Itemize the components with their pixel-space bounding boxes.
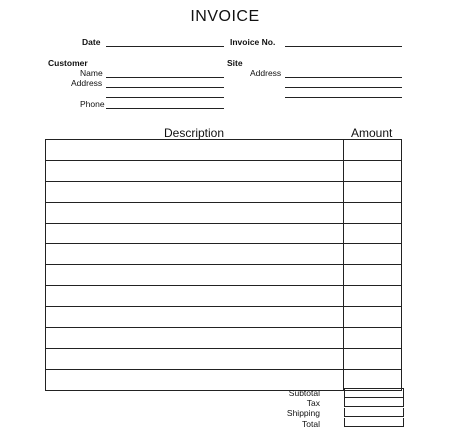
description-cell[interactable]: [46, 244, 344, 265]
table-row: [46, 223, 402, 244]
table-row: [46, 286, 402, 307]
table-row: [46, 181, 402, 202]
table-row: [46, 307, 402, 328]
amount-cell[interactable]: [344, 348, 402, 369]
site-address-label: Address: [250, 68, 282, 78]
amount-cell[interactable]: [344, 140, 402, 161]
address-field-2[interactable]: [106, 97, 224, 98]
description-cell[interactable]: [46, 328, 344, 349]
items-table: [45, 139, 402, 391]
amount-cell[interactable]: [344, 244, 402, 265]
description-cell[interactable]: [46, 181, 344, 202]
tax-field[interactable]: [344, 398, 404, 407]
address-label: Address: [71, 78, 103, 88]
description-cell[interactable]: [46, 265, 344, 286]
shipping-field[interactable]: [344, 408, 404, 417]
description-cell[interactable]: [46, 223, 344, 244]
name-label: Name: [80, 68, 103, 78]
description-header: Description: [164, 126, 225, 140]
invoice-no-label: Invoice No.: [230, 37, 276, 47]
address-field-1[interactable]: [106, 87, 224, 88]
description-cell[interactable]: [46, 307, 344, 328]
tax-label: Tax: [306, 398, 320, 408]
customer-label: Customer: [48, 58, 88, 68]
invoice-no-field[interactable]: [285, 46, 402, 47]
amount-cell[interactable]: [344, 223, 402, 244]
amount-cell[interactable]: [344, 286, 402, 307]
amount-cell[interactable]: [344, 265, 402, 286]
description-cell[interactable]: [46, 348, 344, 369]
table-row: [46, 202, 402, 223]
table-row: [46, 140, 402, 161]
site-address-field-2[interactable]: [285, 87, 402, 88]
amount-cell[interactable]: [344, 202, 402, 223]
date-label: Date: [82, 37, 101, 47]
site-address-field-3[interactable]: [285, 97, 402, 98]
amount-cell[interactable]: [344, 328, 402, 349]
table-row: [46, 244, 402, 265]
description-cell[interactable]: [46, 202, 344, 223]
subtotal-field[interactable]: [344, 388, 404, 398]
phone-label: Phone: [80, 99, 105, 109]
total-field[interactable]: [344, 418, 404, 427]
table-row: [46, 328, 402, 349]
amount-cell[interactable]: [344, 160, 402, 181]
table-row: [46, 265, 402, 286]
name-field[interactable]: [106, 77, 224, 78]
table-row: [46, 348, 402, 369]
site-label: Site: [227, 58, 243, 68]
description-cell[interactable]: [46, 286, 344, 307]
amount-cell[interactable]: [344, 181, 402, 202]
table-row: [46, 160, 402, 181]
date-field[interactable]: [106, 46, 224, 47]
phone-field[interactable]: [106, 108, 224, 109]
shipping-label: Shipping: [286, 408, 320, 418]
description-cell[interactable]: [46, 140, 344, 161]
description-cell[interactable]: [46, 160, 344, 181]
total-label: Total: [302, 419, 320, 429]
amount-cell[interactable]: [344, 307, 402, 328]
site-address-field-1[interactable]: [285, 77, 402, 78]
subtotal-label: Subtotal: [288, 388, 320, 398]
invoice-title: INVOICE: [190, 8, 260, 25]
amount-header: Amount: [351, 126, 393, 140]
